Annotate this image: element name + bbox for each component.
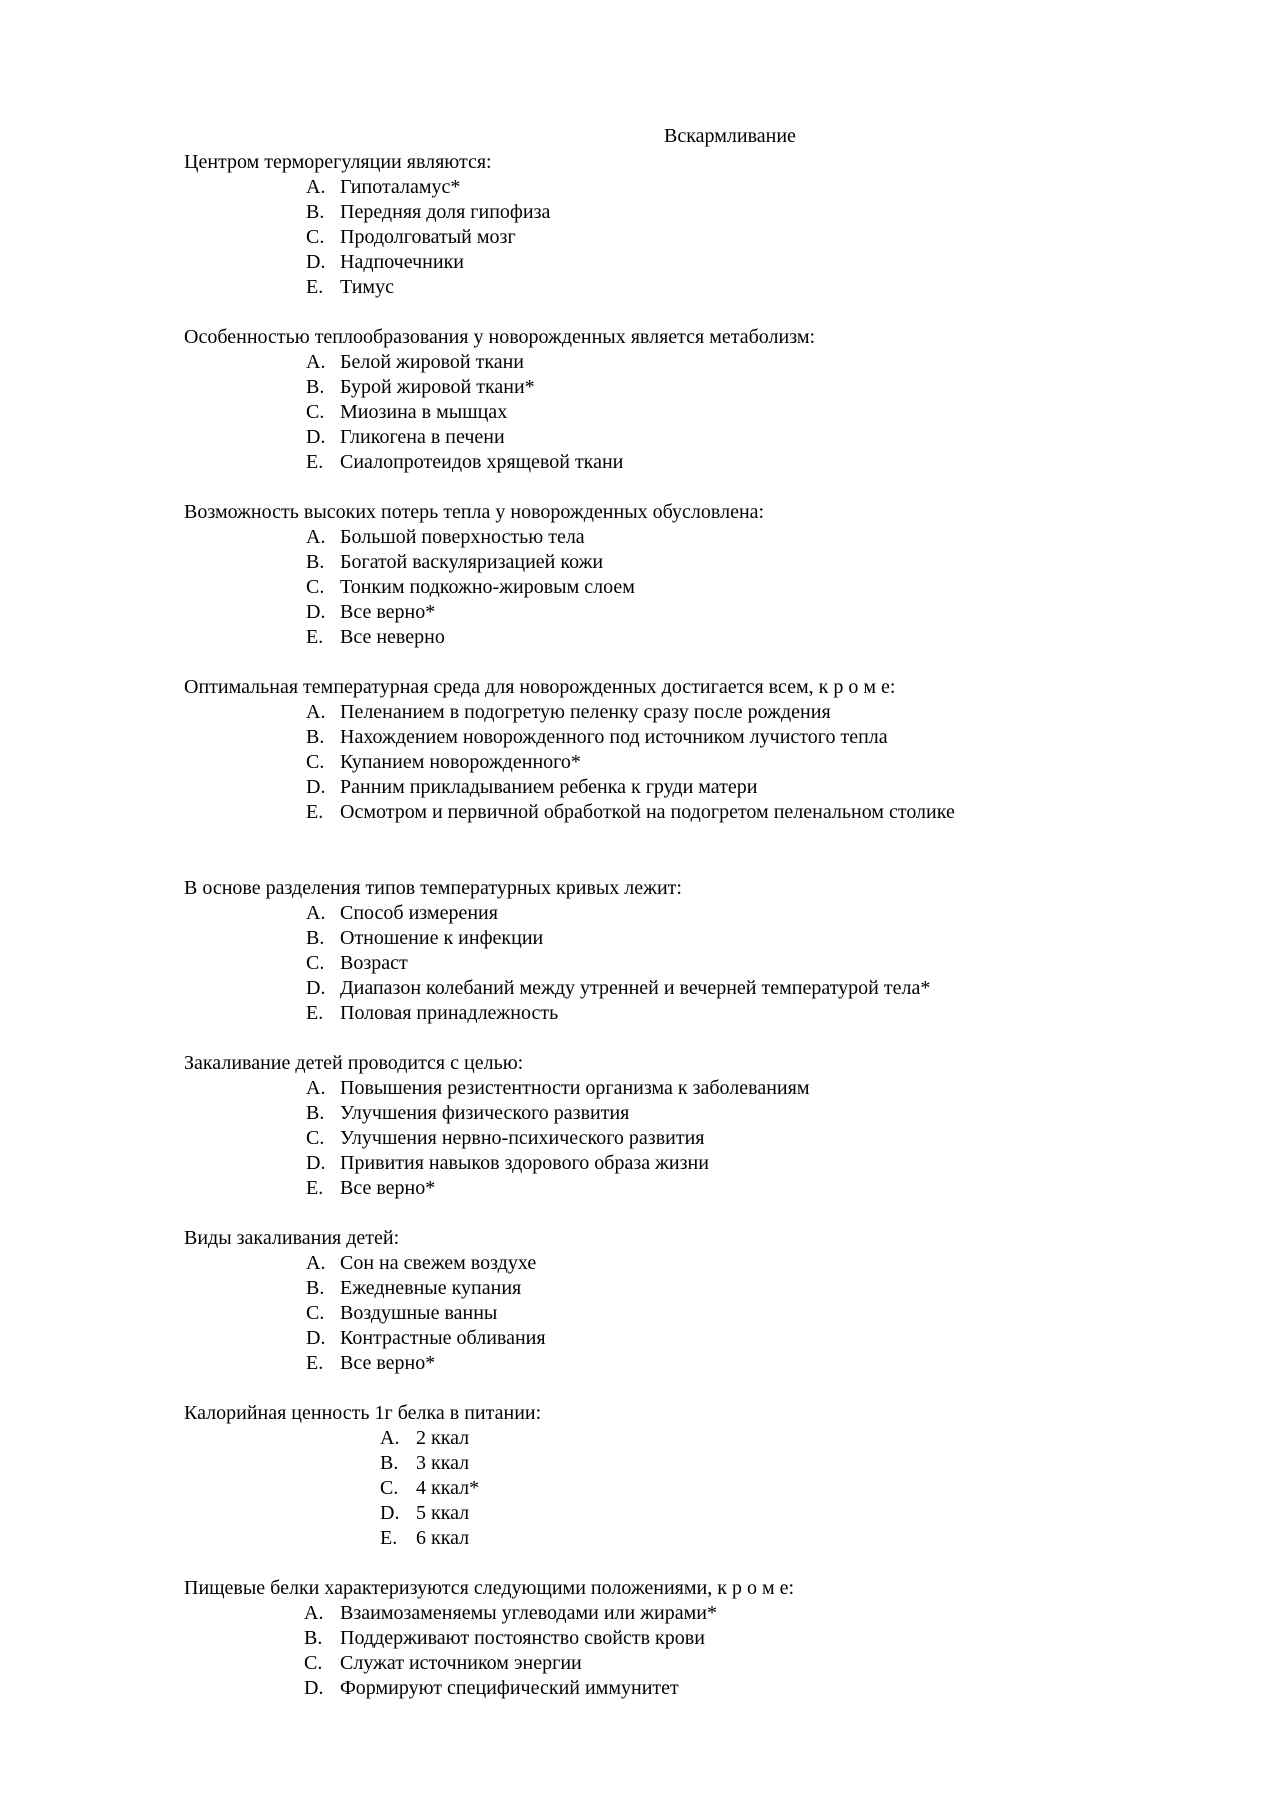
option-text: Надпочечники (340, 251, 465, 273)
option-text: Миозина в мышцах (340, 401, 508, 423)
option-text: 2 ккал (416, 1427, 470, 1449)
option-letter: E. (306, 276, 324, 298)
option-letter: B. (306, 1277, 325, 1299)
option-text: Осмотром и первичной обработкой на подогретом пеленальном столике (340, 801, 955, 823)
option-letter: B. (306, 1102, 325, 1124)
option-letter: E. (306, 1002, 324, 1024)
option-text: Гликогена в печени (340, 426, 505, 448)
option-text: Ежедневные купания (340, 1277, 522, 1299)
option-text: Отношение к инфекции (340, 927, 544, 949)
option-text: Поддерживают постоянство свойств крови (340, 1627, 705, 1649)
option-letter: A. (380, 1427, 400, 1449)
option-letter: D. (304, 1677, 324, 1699)
option-letter: B. (306, 551, 325, 573)
option-letter: D. (306, 426, 326, 448)
option-letter: D. (306, 1327, 326, 1349)
option-text: Бурой жировой ткани* (340, 376, 535, 398)
option-text: Все неверно (340, 626, 445, 648)
option-text: Возраст (340, 952, 408, 974)
option-letter: B. (304, 1627, 323, 1649)
option-text: 6 ккал (416, 1527, 470, 1549)
option-letter: A. (306, 176, 326, 198)
option-letter: C. (306, 226, 325, 248)
option-letter: A. (306, 1077, 326, 1099)
option-text: 5 ккал (416, 1502, 470, 1524)
option-letter: E. (306, 451, 324, 473)
option-letter: A. (306, 701, 326, 723)
question-text: Закаливание детей проводится с целью: (184, 1052, 524, 1074)
question-text: Центром терморегуляции являются: (184, 151, 492, 173)
option-letter: B. (306, 201, 325, 223)
option-letter: D. (306, 977, 326, 999)
option-letter: D. (380, 1502, 400, 1524)
option-text: Повышения резистентности организма к заболеваниям (340, 1077, 810, 1099)
option-letter: C. (304, 1652, 323, 1674)
option-letter: C. (306, 1127, 325, 1149)
option-text: Половая принадлежность (340, 1002, 559, 1024)
option-letter: D. (306, 1152, 326, 1174)
option-letter: B. (380, 1452, 399, 1474)
option-letter: C. (380, 1477, 399, 1499)
option-letter: A. (306, 902, 326, 924)
question-text: Оптимальная температурная среда для новорожденных достигается всем, к р о м е: (184, 676, 896, 698)
question-text: Пищевые белки характеризуются следующими положениями, к р о м е: (184, 1577, 795, 1599)
option-text: Все верно* (340, 1177, 436, 1199)
document-title: Вскармливание (664, 125, 796, 147)
question-text: В основе разделения типов температурных кривых лежит: (184, 877, 682, 899)
option-letter: A. (306, 351, 326, 373)
question-text: Виды закаливания детей: (184, 1227, 400, 1249)
option-text: Большой поверхностью тела (340, 526, 585, 548)
option-letter: C. (306, 576, 325, 598)
option-letter: A. (306, 526, 326, 548)
option-letter: C. (306, 401, 325, 423)
option-letter: D. (306, 776, 326, 798)
option-letter: B. (306, 726, 325, 748)
option-text: 4 ккал* (416, 1477, 480, 1499)
option-text: Продолговатый мозг (340, 226, 516, 248)
option-letter: E. (306, 801, 324, 823)
option-letter: A. (306, 1252, 326, 1274)
option-text: Сон на свежем воздухе (340, 1252, 537, 1274)
question-text: Особенностью теплообразования у новорожденных является метаболизм: (184, 326, 816, 348)
option-letter: B. (306, 376, 325, 398)
option-letter: E. (380, 1527, 398, 1549)
option-text: Диапазон колебаний между утренней и вечерней температурой тела* (340, 977, 931, 999)
option-text: Сиалопротеидов хрящевой ткани (340, 451, 624, 473)
option-text: Способ измерения (340, 902, 498, 924)
option-letter: C. (306, 751, 325, 773)
option-text: Формируют специфический иммунитет (340, 1677, 679, 1699)
option-text: Гипоталамус* (340, 176, 461, 198)
option-letter: C. (306, 1302, 325, 1324)
option-text: Ранним прикладыванием ребенка к груди матери (340, 776, 758, 798)
option-text: Служат источником энергии (340, 1652, 582, 1674)
option-letter: C. (306, 952, 325, 974)
option-text: Привития навыков здорового образа жизни (340, 1152, 709, 1174)
question-text: Калорийная ценность 1г белка в питании: (184, 1402, 542, 1424)
option-letter: E. (306, 626, 324, 648)
option-text: Тимус (340, 276, 394, 298)
option-letter: D. (306, 601, 326, 623)
option-text: Нахождением новорожденного под источником лучистого тепла (340, 726, 888, 748)
question-text: Возможность высоких потерь тепла у новорожденных обусловлена: (184, 501, 765, 523)
option-text: Все верно* (340, 601, 436, 623)
option-text: Контрастные обливания (340, 1327, 546, 1349)
option-letter: E. (306, 1352, 324, 1374)
option-text: 3 ккал (416, 1452, 470, 1474)
option-letter: A. (304, 1602, 324, 1624)
option-text: Все верно* (340, 1352, 436, 1374)
option-text: Взаимозаменяемы углеводами или жирами* (340, 1602, 717, 1624)
option-text: Белой жировой ткани (340, 351, 525, 373)
option-letter: E. (306, 1177, 324, 1199)
option-text: Богатой васкуляризацией кожи (340, 551, 604, 573)
option-text: Передняя доля гипофиза (340, 201, 551, 223)
option-text: Тонким подкожно-жировым слоем (340, 576, 635, 598)
option-letter: D. (306, 251, 326, 273)
option-text: Купанием новорожденного* (340, 751, 581, 773)
option-text: Пеленанием в подогретую пеленку сразу после рождения (340, 701, 831, 723)
option-text: Воздушные ванны (340, 1302, 498, 1324)
option-letter: B. (306, 927, 325, 949)
option-text: Улучшения физического развития (340, 1102, 630, 1124)
option-text: Улучшения нервно-психического развития (340, 1127, 705, 1149)
